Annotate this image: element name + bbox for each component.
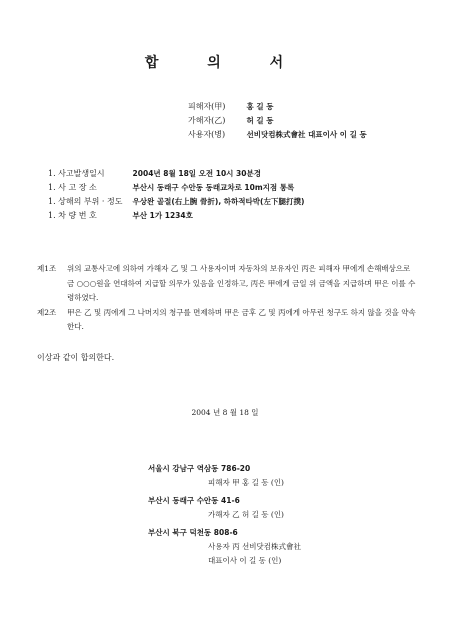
party-label: 사용자(병) [188, 130, 226, 139]
fact-row [48, 195, 304, 209]
articles-block [37, 262, 417, 335]
party-value: 선비닷컴株式會社 대표이사 이 길 동 [246, 130, 367, 139]
fact-label: 1. 차 량 번 호 [48, 211, 97, 220]
signer-address: 서울시 강남구 역삼동 786-20 [148, 464, 251, 473]
fact-value: 부산시 동래구 수안동 동래교차로 10m지점 통록 [132, 183, 295, 192]
article-text: 위의 교통사고에 의하여 가해자 乙 및 그 사용자이며 자동차의 보유자인 丙은 피해자 甲에게 손해배상으로 금 ○○○원을 연대하여 지급할 의무가 있음을 인정하고, 丙은 甲에게 금일 위 금액을 지급하며 甲은 이를 수령하였다. [67, 264, 416, 302]
fact-label: 1. 사 고 장 소 [48, 183, 97, 192]
article-number: 제1조 [37, 264, 57, 273]
party-value: 허 길 동 [246, 116, 274, 125]
article-1 [37, 262, 417, 306]
signer-address: 부산시 북구 덕천동 808-6 [148, 528, 238, 537]
party-value: 홍 길 동 [246, 102, 274, 111]
signer-line: 사용자 丙 선비닷컴株式會社 [208, 542, 301, 551]
article-text: 甲은 乙 및 丙에게 그 나머지의 청구를 면제하며 甲은 금후 乙 및 丙에게 아무런 청구도 하지 않을 것을 약속한다. [67, 307, 416, 331]
signer-line: 대표이사 이 길 동 (인) [208, 556, 282, 565]
accident-facts [48, 167, 304, 223]
closing-statement: 이상과 같이 합의한다. [37, 353, 115, 362]
document-title: 합 의 서 [144, 55, 306, 71]
signer-line: 피해자 甲 홍 길 동 (인) [208, 478, 284, 487]
party-victim [188, 100, 367, 114]
fact-row [48, 167, 304, 181]
article-2 [37, 306, 417, 335]
fact-row [48, 209, 304, 223]
fact-label: 1. 사고발생일시 [48, 169, 105, 178]
signer-address: 부산시 동래구 수안동 41-6 [148, 496, 240, 505]
party-offender [188, 114, 367, 128]
signature-block [148, 462, 301, 568]
fact-value: 우상완 골절(右上腕 骨折), 하하적타박(左下腿打撲) [132, 197, 305, 206]
party-employer [188, 128, 367, 142]
fact-row [48, 181, 304, 195]
fact-value: 2004년 8월 18일 오전 10시 30분경 [132, 169, 261, 178]
signer-line: 가해자 乙 허 길 동 (인) [208, 510, 284, 519]
parties-block [188, 100, 367, 142]
article-number: 제2조 [37, 307, 57, 317]
agreement-date: 2004 년 8 월 18 일 [191, 408, 259, 417]
fact-value: 부산 1가 1234호 [132, 211, 193, 220]
fact-label: 1. 상해의 부위 · 정도 [48, 197, 123, 206]
party-label: 피해자(甲) [188, 102, 226, 111]
party-label: 가해자(乙) [188, 116, 226, 125]
